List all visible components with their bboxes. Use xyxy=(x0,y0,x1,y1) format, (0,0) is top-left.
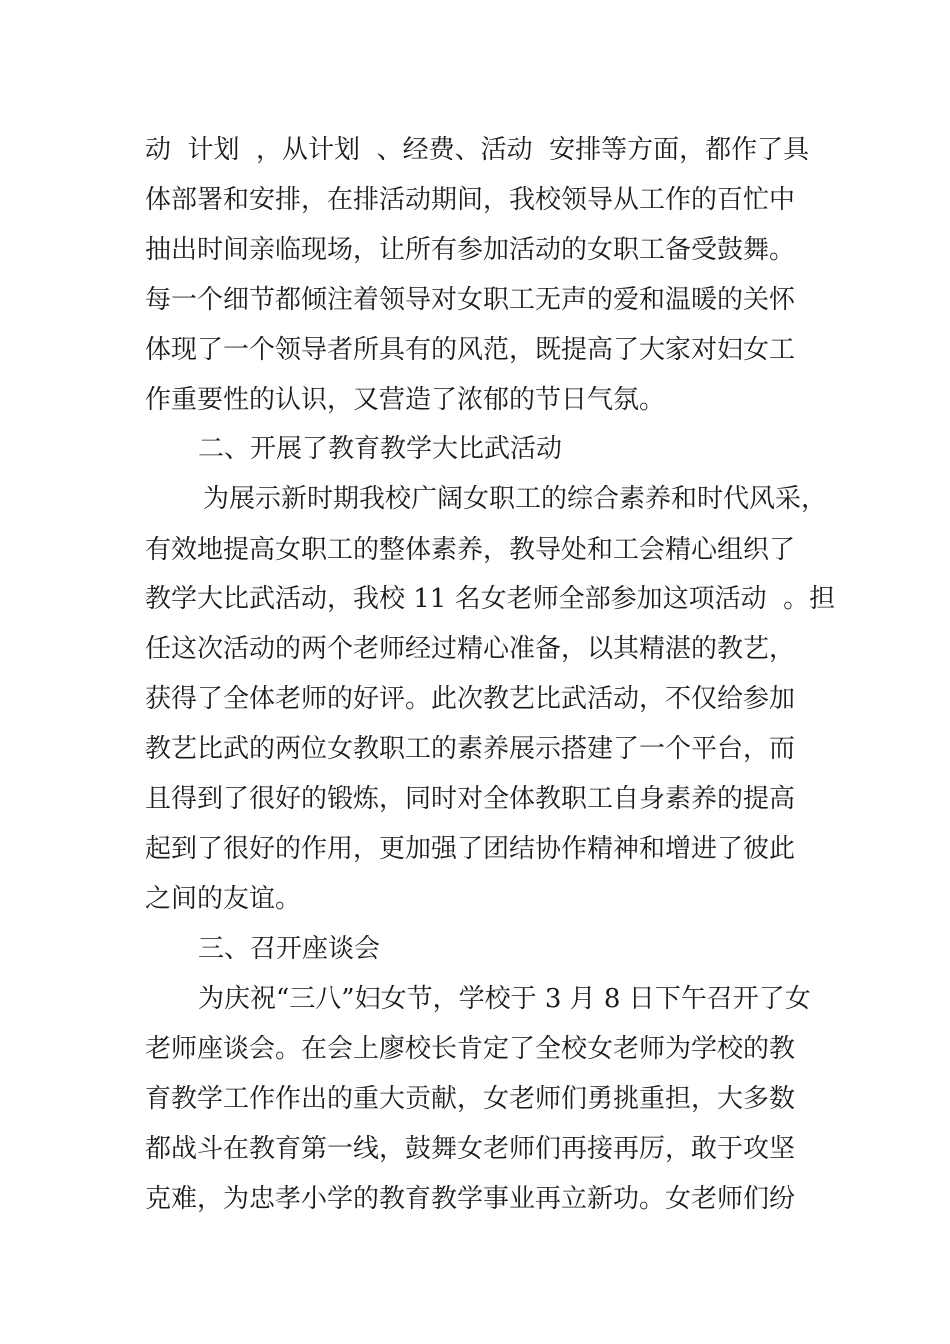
paragraph-line: 都战斗在教育第一线，鼓舞女老师们再接再厉，敢于攻坚 xyxy=(145,1134,796,1164)
paragraph-line: 且得到了很好的锻炼，同时对全体教职工自身素养的提高 xyxy=(145,784,796,814)
paragraph-line: 克难，为忠孝小学的教育教学事业再立新功。女老师们纷 xyxy=(145,1184,796,1214)
paragraph-line: 教艺比武的两位女教职工的素养展示搭建了一个平台，而 xyxy=(145,734,796,764)
paragraph-line: 之间的友谊。 xyxy=(145,884,302,914)
paragraph-line: 为展示新时期我校广阔女职工的综合素养和时代风采， xyxy=(203,484,828,514)
paragraph-line: 起到了很好的作用，更加强了团结协作精神和增进了彼此 xyxy=(145,834,796,864)
paragraph-line: 体现了一个领导者所具有的风范，既提高了大家对妇女工 xyxy=(145,335,796,365)
section-heading: 二、开展了教育教学大比武活动 xyxy=(198,434,563,464)
paragraph-line: 为庆祝“三八”妇女节，学校于 3 月 8 日下午召开了女 xyxy=(198,984,811,1014)
paragraph-line: 作重要性的认识，又营造了浓郁的节日气氛。 xyxy=(145,385,666,415)
paragraph-line: 体部署和安排，在排活动期间，我校领导从工作的百忙中 xyxy=(145,185,796,215)
paragraph-line: 动 计划 ，从计划 、经费、活动 安排等方面，都作了具 xyxy=(145,135,810,165)
paragraph-line: 教学大比武活动，我校 11 名女老师全部参加这项活动 。担 xyxy=(145,584,836,614)
paragraph-line: 老师座谈会。在会上廖校长肯定了全校女老师为学校的教 xyxy=(145,1034,796,1064)
section-heading: 三、召开座谈会 xyxy=(198,934,381,964)
paragraph-line: 抽出时间亲临现场，让所有参加活动的女职工备受鼓舞。 xyxy=(145,235,796,265)
paragraph-line: 有效地提高女职工的整体素养，教导处和工会精心组织了 xyxy=(145,535,796,565)
paragraph-line: 每一个细节都倾注着领导对女职工无声的爱和温暖的关怀 xyxy=(145,285,796,315)
paragraph-line: 获得了全体老师的好评。此次教艺比武活动，不仅给参加 xyxy=(145,684,796,714)
paragraph-line: 任这次活动的两个老师经过精心准备，以其精湛的教艺， xyxy=(145,634,796,664)
paragraph-line: 育教学工作作出的重大贡献，女老师们勇挑重担，大多数 xyxy=(145,1084,796,1114)
